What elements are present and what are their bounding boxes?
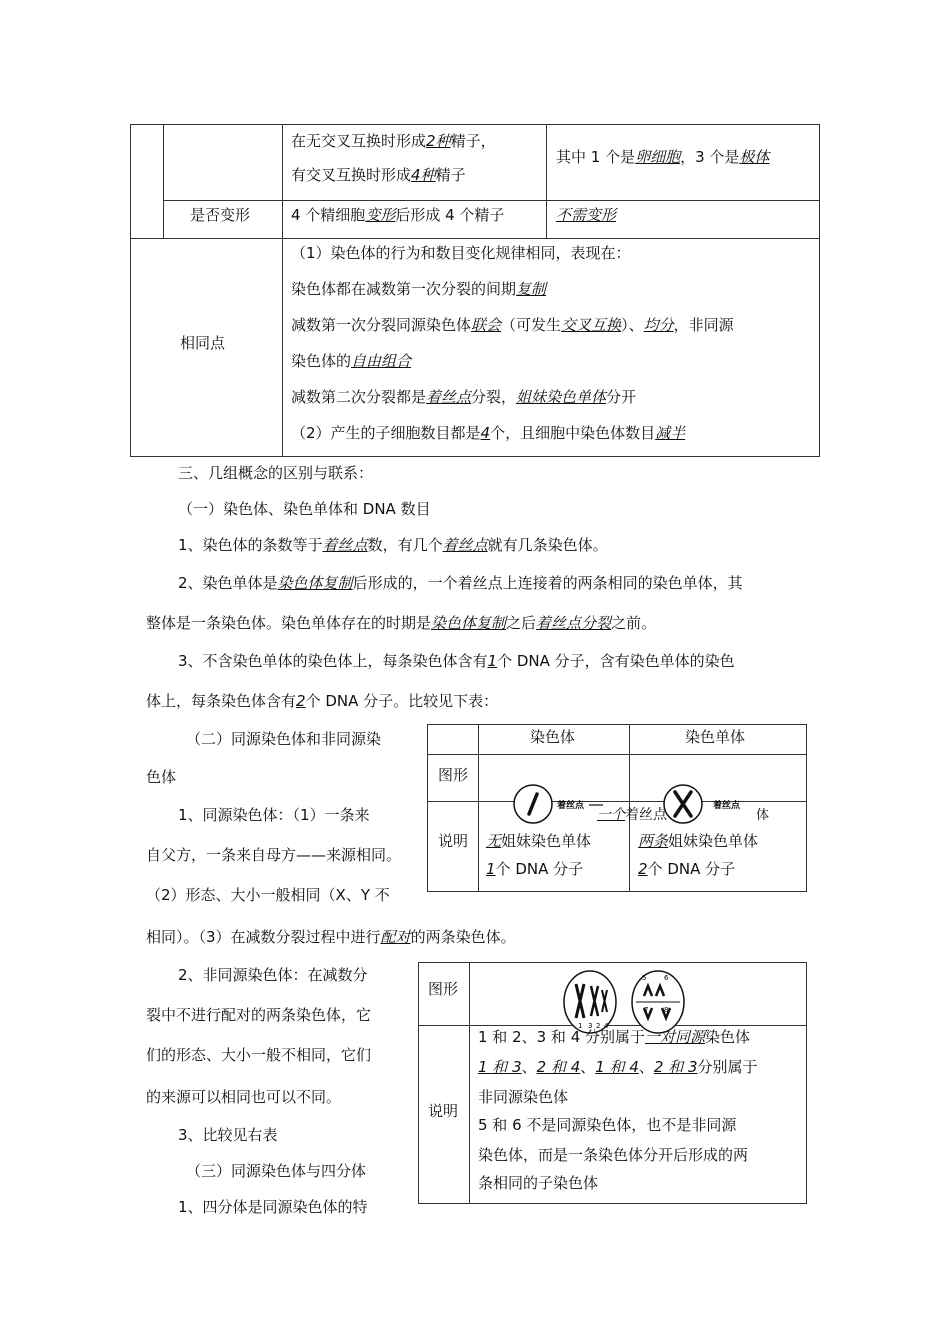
homolog-desc-3: 非同源染色体 [478, 1088, 569, 1106]
homolog-desc-6: 条相同的子染色体 [478, 1174, 599, 1192]
same-line-6: （2）产生的子细胞数目都是4个，且细胞中染色体数目减半 [291, 424, 686, 442]
compare-line: 3、比较见右表 [178, 1126, 278, 1144]
tetrad-line-1: 1、四分体是同源染色体的特 [178, 1198, 368, 1216]
chrom-num-3: 3 [588, 1022, 593, 1030]
homolog-line-4: 相同）。（3）在减数分裂过程中进行配对的两条染色体。 [146, 928, 516, 946]
homolog-desc-4: 5 和 6 不是同源染色体，也不是非同源 [478, 1116, 737, 1134]
same-label: 相同点 [180, 334, 226, 352]
para-3-line-2: 体上，每条染色体含有2个 DNA 分子。比较见下表： [146, 692, 499, 710]
same-line-5: 减数第二次分裂都是着丝点分裂，姐妹染色单体分开 [291, 388, 637, 406]
top-table [130, 124, 820, 457]
para-3-line-1: 3、不含染色单体的染色体上，每条染色体含有1个 DNA 分子，含有染色单体的染色 [178, 652, 735, 670]
same-line-3: 减数第一次分裂同源染色体联会（可发生交叉互换）、均分，非同源 [291, 316, 734, 334]
nonhomolog-line-2: 裂中不进行配对的两条染色体，它 [146, 1006, 372, 1024]
chromatid-overlap-tail: 体 [756, 808, 770, 823]
chrom-num-2: 2 [596, 1022, 601, 1030]
section-3: （三）同源染色体与四分体 [186, 1162, 367, 1180]
nonhomolog-line-1: 2、非同源染色体：在减数分 [178, 966, 368, 984]
homolog-desc-1: 1 和 2、3 和 4 分别属于一对同源染色体 [478, 1028, 751, 1046]
para-2-line-2: 整体是一条染色体。染色单体存在的时期是染色体复制之后着丝点分裂之前。 [146, 614, 657, 632]
homolog-row-fig: 图形 [428, 980, 459, 998]
homolog-row-desc: 说明 [428, 1102, 459, 1120]
chromatid-table [427, 724, 807, 892]
chrom-num-8: 8 [664, 1006, 669, 1014]
row2-col4: 不需变形 [556, 206, 617, 224]
section-2-a: （二）同源染色体和非同源染 [186, 730, 382, 748]
para-1: 1、染色体的条数等于着丝点数，有几个着丝点就有几条染色体。 [178, 536, 608, 554]
chromatid-header-1: 染色体 [530, 728, 576, 746]
same-line-2: 染色体都在减数第一次分裂的间期复制 [291, 280, 547, 298]
row2-label: 是否变形 [190, 206, 251, 224]
section-1: （一）染色体、染色单体和 DNA 数目 [178, 500, 431, 518]
chromatid-desc-1: 两条姐妹染色单体 [638, 832, 759, 850]
chromatid-header-2: 染色单体 [685, 728, 746, 746]
row1-col3-line2: 有交叉互换时形成4种精子 [291, 166, 466, 184]
chromatid-desc-2: 2个 DNA 分子 [638, 860, 736, 878]
nonhomolog-line-3: 们的形态、大小一般不相同，它们 [146, 1046, 372, 1064]
para-2-line-1: 2、染色单体是染色体复制后形成的，一个着丝点上连接着的两条相同的染色单体，其 [178, 574, 743, 592]
chromatid-overlap-text: 一个着丝点 [597, 807, 667, 823]
centromere-label-1: 着丝点 [557, 801, 585, 811]
row1-col3-line1: 在无交叉互换时形成2种精子， [291, 132, 496, 150]
same-line-1: （1）染色体的行为和数目变化规律相同，表现在： [291, 244, 631, 262]
homolog-desc-5: 染色体，而是一条染色体分开后形成的两 [478, 1146, 749, 1164]
chrom-num-6: 6 [664, 974, 669, 982]
same-line-4: 染色体的自由组合 [291, 352, 412, 370]
chrom-num-1: 1 [578, 1022, 583, 1030]
section-2-b: 色体 [146, 768, 177, 786]
centromere-label-2: 着丝点 [713, 801, 741, 811]
homolog-line-1: 1、同源染色体：（1）一条来 [178, 806, 370, 824]
chromosome-desc-1: 无姐妹染色单体 [486, 832, 592, 850]
row2-col3: 4 个精细胞变形后形成 4 个精子 [291, 206, 505, 224]
chromatid-row-fig: 图形 [438, 766, 469, 784]
chrom-num-5: 5 [642, 974, 647, 982]
heading-3: 三、几组概念的区别与联系： [178, 464, 374, 482]
homolog-line-2: 自父方，一条来自母方——来源相同。 [146, 846, 402, 864]
homolog-line-3: （2）形态、大小一般相同（X、Y 不 [146, 886, 390, 904]
row1-col4: 其中 1 个是卵细胞，3 个是极体 [556, 148, 770, 166]
homolog-desc-2: 1 和 3、2 和 4、1 和 4、2 和 3分别属于 [478, 1058, 758, 1076]
chromatid-row-desc: 说明 [438, 832, 469, 850]
chromosome-desc-2: 1个 DNA 分子 [486, 860, 584, 878]
chrom-num-4: 4 [604, 1022, 609, 1030]
chrom-num-7: 7 [644, 1006, 649, 1014]
homolog-table [418, 962, 807, 1204]
nonhomolog-line-4: 的来源可以相同也可以不同。 [146, 1088, 342, 1106]
